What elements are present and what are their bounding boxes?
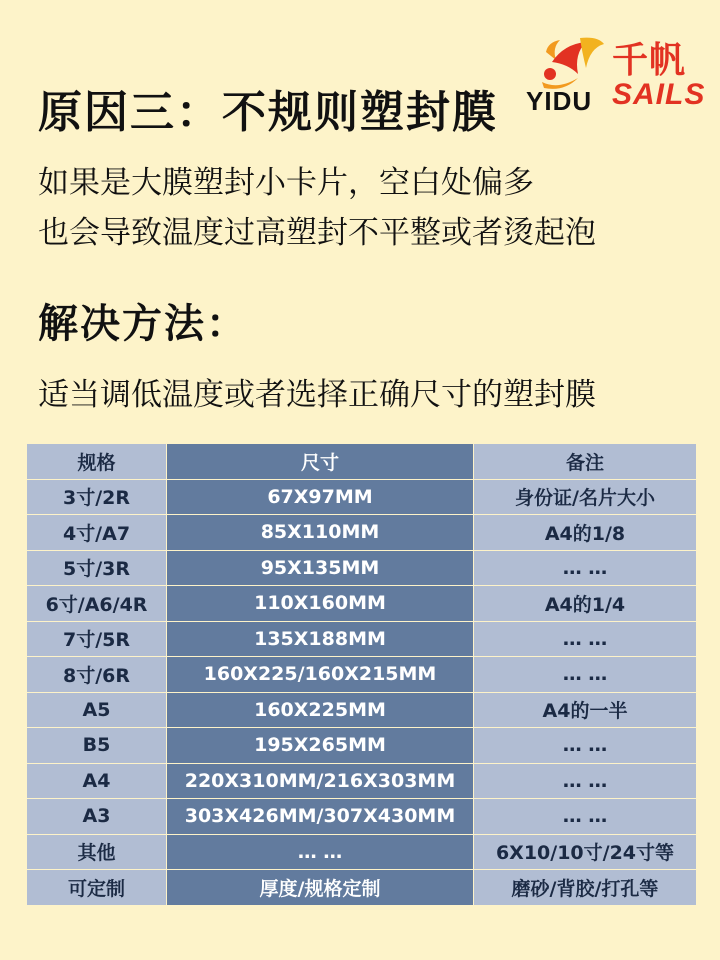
cell-spec: 可定制 — [27, 870, 167, 906]
page-title: 原因三：不规则塑封膜 — [38, 87, 498, 138]
cell-spec: B5 — [27, 728, 167, 764]
cause-line-2: 也会导致温度过高塑封不平整或者烫起泡 — [38, 215, 596, 251]
table-row — [27, 870, 697, 906]
cell-spec: A3 — [27, 799, 167, 835]
table-row — [27, 550, 697, 586]
sails-logo-icon — [538, 34, 608, 94]
cell-size: 160X225/160X215MM — [167, 657, 474, 693]
logo-english: SAILS — [612, 78, 706, 111]
size-table — [26, 443, 697, 906]
cell-spec: 4寸/A7 — [27, 515, 167, 551]
cell-size: 95X135MM — [167, 550, 474, 586]
brand-logo — [520, 30, 710, 115]
table-header-row — [27, 444, 697, 480]
table-row — [27, 515, 697, 551]
table-row — [27, 586, 697, 622]
cell-note: … … — [474, 763, 697, 799]
logo-latin: YIDU — [526, 86, 593, 116]
header-note: 备注 — [474, 444, 697, 480]
cell-size: 67X97MM — [167, 479, 474, 515]
cell-spec: 6寸/A6/4R — [27, 586, 167, 622]
table-row — [27, 728, 697, 764]
cell-note: A4的1/4 — [474, 586, 697, 622]
cell-note: … … — [474, 728, 697, 764]
table-row — [27, 479, 697, 515]
table-row — [27, 621, 697, 657]
cell-size: 85X110MM — [167, 515, 474, 551]
table-row — [27, 657, 697, 693]
header-size: 尺寸 — [167, 444, 474, 480]
cell-note: … … — [474, 799, 697, 835]
cell-spec: 8寸/6R — [27, 657, 167, 693]
table-row — [27, 799, 697, 835]
cell-spec: 5寸/3R — [27, 550, 167, 586]
table-row — [27, 834, 697, 870]
solution-text: 适当调低温度或者选择正确尺寸的塑封膜 — [38, 377, 596, 413]
cell-size: 160X225MM — [167, 692, 474, 728]
cell-spec: 7寸/5R — [27, 621, 167, 657]
cell-note: … … — [474, 550, 697, 586]
cell-size: 220X310MM/216X303MM — [167, 763, 474, 799]
cell-note: 6X10/10寸/24寸等 — [474, 834, 697, 870]
cell-size: 135X188MM — [167, 621, 474, 657]
solution-heading: 解决方法： — [38, 301, 248, 347]
table-row — [27, 692, 697, 728]
cell-size: … … — [167, 834, 474, 870]
cell-size: 110X160MM — [167, 586, 474, 622]
cell-note: … … — [474, 657, 697, 693]
cell-note: A4的1/8 — [474, 515, 697, 551]
cell-spec: A4 — [27, 763, 167, 799]
cell-note: … … — [474, 621, 697, 657]
logo-chinese: 千帆 — [612, 40, 687, 81]
cell-size: 厚度/规格定制 — [167, 870, 474, 906]
header-spec: 规格 — [27, 444, 167, 480]
cell-note: 磨砂/背胶/打孔等 — [474, 870, 697, 906]
cell-spec: 3寸/2R — [27, 479, 167, 515]
cell-note: A4的一半 — [474, 692, 697, 728]
cell-size: 303X426MM/307X430MM — [167, 799, 474, 835]
cause-line-1: 如果是大膜塑封小卡片，空白处偏多 — [38, 165, 534, 201]
cell-size: 195X265MM — [167, 728, 474, 764]
cause-text — [38, 158, 596, 258]
cell-note: 身份证/名片大小 — [474, 479, 697, 515]
cell-spec: A5 — [27, 692, 167, 728]
cell-spec: 其他 — [27, 834, 167, 870]
table-row — [27, 763, 697, 799]
